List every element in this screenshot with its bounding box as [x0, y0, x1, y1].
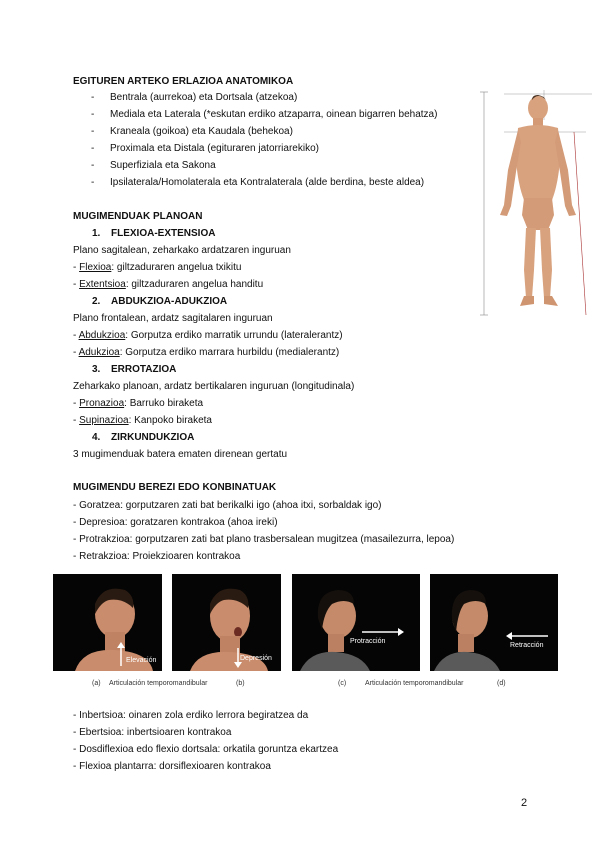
- movement-item: [73, 346, 339, 359]
- bullet-dash: -: [91, 109, 95, 120]
- bullet-text: Proximala eta Distala (egituraren jatorriarekiko): [110, 143, 319, 154]
- bullet-dash: -: [91, 160, 95, 171]
- movement-term: Supinazioa: [79, 415, 129, 426]
- movement-number: 1.: [92, 228, 101, 239]
- caption-articulacion-1: Articulación temporomandibular: [109, 680, 208, 687]
- movement-item: [73, 414, 212, 427]
- caption-b: (b): [236, 680, 245, 687]
- movement-heading: [92, 227, 215, 240]
- movement-number: 3.: [92, 364, 101, 375]
- movement-term: Extentsioa: [79, 279, 126, 290]
- movement-desc: : giltzaduraren angelua txikitu: [111, 262, 242, 273]
- movement-plane: Plano frontalean, ardatz sagitalaren inguruan: [73, 313, 273, 324]
- movement-term: Flexioa: [79, 262, 112, 273]
- movement-heading: [92, 431, 194, 444]
- special-movement-line: - Depresioa: goratzaren kontrakoa (ahoa ireki): [73, 517, 278, 528]
- bullet-text: Ipsilaterala/Homolaterala eta Kontralaterala (alde berdina, beste aldea): [110, 177, 425, 188]
- bullet-dash: -: [91, 126, 95, 137]
- movement-desc: : Gorputza erdiko marrara hurbildu (medialerantz): [119, 347, 340, 358]
- item-dash: -: [73, 398, 80, 409]
- section2-title: MUGIMENDUAK PLANOAN: [73, 211, 203, 222]
- label-retraccion: Retracción: [510, 642, 544, 649]
- photo-elevation: [53, 574, 162, 671]
- movement-term: Abdukzioa: [78, 330, 126, 341]
- caption-d: (d): [497, 680, 506, 687]
- special-movement-line: - Retrakzioa: Proiekzioaren kontrakoa: [73, 551, 241, 562]
- special-movement-line: - Goratzea: gorputzaren zati bat berikalki igo (ahoa itxi, sorbaldak igo): [73, 500, 382, 511]
- special-movement-line: - Inbertsioa: oinaren zola erdiko lerrora begiratzea da: [73, 710, 309, 721]
- caption-articulacion-2: Articulación temporomandibular: [365, 680, 464, 687]
- bullet-text: Bentrala (aurrekoa) eta Dortsala (atzekoa): [110, 92, 298, 103]
- bullet-text: Superfiziala eta Sakona: [110, 160, 216, 171]
- label-depresion: Depresión: [240, 655, 272, 662]
- special-movement-line: - Dosdiflexioa edo flexio dortsala: orkatila goruntza ekartzea: [73, 744, 339, 755]
- movement-desc: : giltzaduraren angelua handitu: [125, 279, 264, 290]
- movement-desc: : Barruko biraketa: [124, 398, 204, 409]
- caption-c: (c): [338, 680, 347, 687]
- item-dash: -: [73, 415, 80, 426]
- movement-name: FLEXIOA-EXTENSIOA: [111, 228, 216, 239]
- movement-name: ABDUKZIOA-ADUKZIOA: [111, 296, 228, 307]
- movement-desc: : Gorputza erdiko marratik urrundu (lateralerantz): [125, 330, 343, 341]
- item-dash: -: [73, 279, 80, 290]
- movement-item: [73, 329, 343, 342]
- movement-term: Pronazioa: [79, 398, 125, 409]
- photo-depression: [172, 574, 281, 671]
- photo-protraction: [292, 574, 420, 671]
- movement-plane: Zeharkako planoan, ardatz bertikalaren inguruan (longitudinala): [73, 381, 355, 392]
- caption-a: (a): [92, 680, 101, 687]
- anatomical-body-illustration: [474, 80, 600, 320]
- item-dash: -: [73, 330, 79, 341]
- label-protraccion: Protracción: [350, 638, 386, 645]
- special-movement-line: - Protrakzioa: gorputzaren zati bat plano trasbersalean mugitzea (masailezurra, lepoa): [73, 534, 455, 545]
- item-dash: -: [73, 347, 79, 358]
- item-dash: -: [73, 262, 80, 273]
- section1-title: EGITUREN ARTEKO ERLAZIOA ANATOMIKOA: [73, 76, 294, 87]
- movement-plane: Plano sagitalean, zeharkako ardatzaren inguruan: [73, 245, 291, 256]
- movement-number: 2.: [92, 296, 101, 307]
- movement-item: [73, 397, 203, 410]
- bullet-text: Kraneala (goikoa) eta Kaudala (behekoa): [110, 126, 293, 137]
- bullet-dash: -: [91, 177, 95, 188]
- bullet-dash: -: [91, 143, 95, 154]
- bullet-dash: -: [91, 92, 95, 103]
- movement-plane: 3 mugimenduak batera ematen direnean gertatu: [73, 449, 288, 460]
- special-movement-line: - Flexioa plantarra: dorsiflexioaren kontrakoa: [73, 761, 271, 772]
- movement-term: Adukzioa: [78, 347, 120, 358]
- movement-item: [73, 278, 263, 291]
- movement-name: ZIRKUNDUKZIOA: [111, 432, 195, 443]
- movement-number: 4.: [92, 432, 101, 443]
- movement-item: [73, 261, 241, 274]
- label-elevacion: Elevación: [126, 657, 157, 664]
- movement-heading: [92, 363, 176, 376]
- movement-heading: [92, 295, 227, 308]
- movement-name: ERROTAZIOA: [111, 364, 177, 375]
- page-number: 2: [521, 797, 528, 809]
- special-movement-line: - Ebertsioa: inbertsioaren kontrakoa: [73, 727, 232, 738]
- section3-title: MUGIMENDU BEREZI EDO KONBINATUAK: [73, 482, 277, 493]
- movement-desc: : Kanpoko biraketa: [128, 415, 212, 426]
- photo-retraction: [430, 574, 558, 671]
- bullet-text: Mediala eta Laterala (*eskutan erdiko atzaparra, oinean bigarren behatza): [110, 109, 438, 120]
